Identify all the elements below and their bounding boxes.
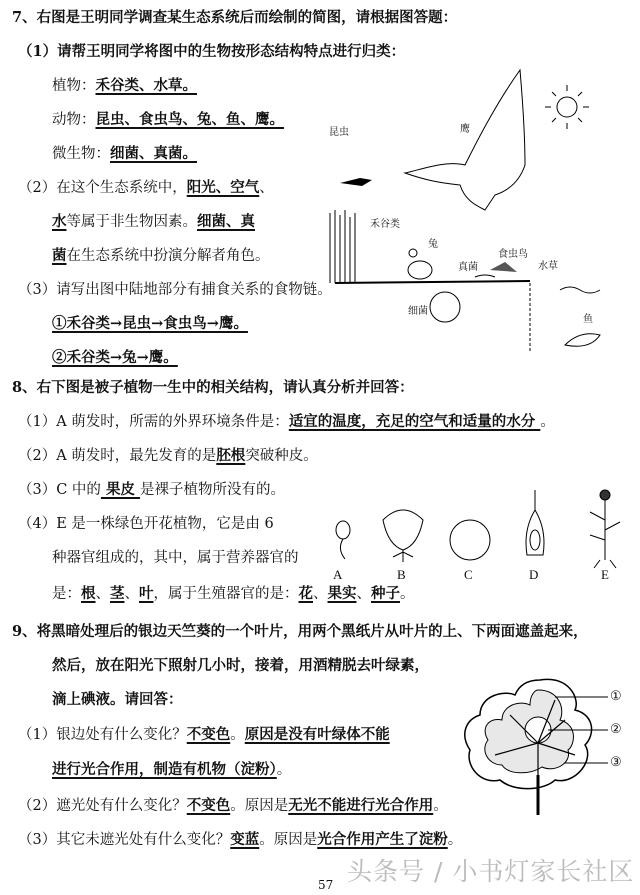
insect-shape <box>340 178 372 186</box>
answer-text: 胚根 <box>216 447 246 464</box>
answer-text: 禾谷类、水草。 <box>95 77 197 94</box>
q9-part1-line2 <box>52 760 291 780</box>
question-text: 。原因是 <box>259 832 318 848</box>
question-text: 。 <box>276 762 292 778</box>
question-text: （2）A 萌发时，最先发育的是 <box>18 448 217 464</box>
label-insect: 昆虫 <box>329 127 349 138</box>
answer-text: ②禾谷类→兔→鹰。 <box>52 349 178 366</box>
question-text: 是： <box>52 586 81 602</box>
question-text: 是裸子植物所没有的。 <box>140 482 286 498</box>
answer-text: 花 <box>298 585 313 602</box>
answer-text: 根 <box>81 585 96 602</box>
answer-text: 菌 <box>52 247 67 264</box>
question-text: 。 <box>433 798 448 814</box>
question-text: 植物： <box>52 78 96 94</box>
leaf-diagram <box>460 675 635 835</box>
answer-text: 变蓝 <box>230 831 260 848</box>
question-text: 然后，放在阳光下照射几小时，接着，用酒精脱去叶绿素， <box>52 657 429 674</box>
fruit-c-shape <box>450 520 490 560</box>
answer-text: 昆虫、食虫鸟、兔、鱼、鹰。 <box>95 111 284 128</box>
fish-shape <box>565 334 600 347</box>
question-text: 种器官组成的，其中，属于营养器官的 <box>52 550 299 566</box>
question-text: 、 <box>356 586 371 602</box>
label-bird: 食虫鸟 <box>498 249 528 260</box>
question-text: （1）A 萌发时，所需的外界环境条件是： <box>18 414 289 430</box>
q8-part2 <box>18 446 318 466</box>
question-text: （2）在这个生态系统中， <box>18 180 187 196</box>
answer-text: 叶 <box>139 585 154 602</box>
question-text: 7、右图是王明同学调查某生态系统后而绘制的简图，请根据图答题： <box>12 9 458 26</box>
q8-part1 <box>18 412 555 432</box>
q7-animals-answer <box>52 110 284 130</box>
question-text: 。原因是 <box>230 798 289 814</box>
answer-text: ①禾谷类→昆虫→食虫鸟→鹰。 <box>52 315 248 332</box>
question-text: 动物： <box>52 112 96 128</box>
label-b: B <box>397 567 406 582</box>
q7-food-chain-2 <box>52 348 178 368</box>
watermark: 头条号 / 小书灯家长社区 <box>347 857 635 886</box>
q7-part2-line2 <box>52 212 255 232</box>
q7-plants-answer <box>52 76 197 96</box>
q7-microbes-answer <box>52 144 197 164</box>
bacteria-shape <box>430 292 460 322</box>
q8-part4-line2 <box>52 548 299 568</box>
answer-text: 细菌、真菌。 <box>110 145 197 162</box>
answer-text: 适宜的温度，充足的空气和适量的水分 <box>288 413 541 430</box>
question-text: （2）遮光处有什么变化？ <box>18 798 187 814</box>
label-2: ② <box>610 721 622 736</box>
answer-text: 原因是没有叶绿体不能 <box>244 726 390 743</box>
answer-text: 阳光、空气 <box>186 179 260 196</box>
answer-text: 水 <box>52 213 67 230</box>
question-text: （4）E 是一株绿色开花植物，它是由 6 <box>18 516 274 532</box>
label-1: ① <box>610 688 622 703</box>
q7-part2-line3 <box>52 246 270 266</box>
question-text: （3）请写出图中陆地部分有捕食关系的食物链。 <box>18 282 332 298</box>
question-text: （3）其它未遮光处有什么变化？ <box>18 832 231 848</box>
question-text: （1）请帮王明同学将图中的生物按形态结构特点进行归类： <box>18 43 406 60</box>
label-fish: 鱼 <box>583 314 593 325</box>
question-text: 等属于非生物因素。 <box>66 214 197 230</box>
eagle-shape <box>405 70 525 210</box>
answer-text: 细菌、真 <box>197 213 255 230</box>
question-text: 。 <box>230 727 245 743</box>
label-waterweed: 水草 <box>538 261 558 272</box>
question-text: 、 <box>124 586 139 602</box>
q9-part2 <box>18 796 448 816</box>
plant-e-shape <box>590 490 620 568</box>
label-bacteria: 细菌 <box>408 306 428 317</box>
answer-text: 不变色 <box>186 726 231 743</box>
label-3: ③ <box>610 754 622 769</box>
question-text: 滴上碘液。请回答： <box>52 691 183 708</box>
answer-text: 光合作用产生了淀粉 <box>317 831 448 848</box>
question-text: 在生态系统中扮演分解者角色。 <box>66 248 270 264</box>
answer-text: 进行光合作用，制造有机物（淀粉） <box>52 761 277 778</box>
ovary-d-shape <box>526 490 544 555</box>
leaf-drawing <box>460 675 635 835</box>
q7-part2-line1 <box>18 178 274 198</box>
label-a: A <box>333 567 343 582</box>
q7-title <box>12 8 457 28</box>
q7-part3 <box>18 280 332 300</box>
question-text: 。 <box>540 414 555 430</box>
flower-b-shape <box>383 510 423 562</box>
q9-part3 <box>18 830 462 850</box>
label-fungi: 真菌 <box>458 262 478 273</box>
question-text: 。 <box>447 832 463 848</box>
answer-text: 果皮 <box>100 481 141 498</box>
plant-structures-diagram <box>325 485 635 585</box>
plant-structures-drawing <box>325 485 635 585</box>
rabbit-shape <box>408 261 432 279</box>
ecosystem-diagram <box>325 65 630 370</box>
answer-text: 果实 <box>327 585 357 602</box>
q8-title <box>12 378 414 398</box>
q7-food-chain-1 <box>52 314 248 334</box>
question-text: 、 <box>95 586 110 602</box>
sun-icon <box>545 85 589 129</box>
q9-title-line2 <box>52 656 429 676</box>
q9-title-line1 <box>12 622 588 642</box>
answer-text: 茎 <box>110 585 125 602</box>
seed-a-shape <box>336 521 350 559</box>
label-e: E <box>601 567 609 582</box>
question-text: 9、将黑暗处理后的银边天竺葵的一个叶片，用两个黑纸片从叶片的上、下两面遮盖起来， <box>12 623 588 640</box>
label-eagle: 鹰 <box>460 124 470 135</box>
bird-shape <box>490 262 517 272</box>
answer-text: 种子 <box>371 585 400 602</box>
label-rabbit: 兔 <box>428 239 438 250</box>
grain-plant <box>330 210 355 283</box>
page-number: 57 <box>318 878 334 892</box>
question-text: 。 <box>400 586 415 602</box>
label-d: D <box>529 567 539 582</box>
question-text: （3）C 中的 <box>18 482 101 498</box>
water-line <box>560 287 600 293</box>
question-text: （1）银边处有什么变化？ <box>18 727 187 743</box>
question-text: 8、右下图是被子植物一生中的相关结构，请认真分析并回答： <box>12 379 414 396</box>
q9-title-line3 <box>52 690 183 710</box>
ground-line <box>335 281 530 283</box>
q9-part1-line1 <box>18 725 390 745</box>
question-text: 、 <box>313 586 328 602</box>
answer-text: 不变色 <box>186 797 231 814</box>
label-grain: 禾谷类 <box>370 219 400 230</box>
label-c: C <box>464 567 473 582</box>
q8-part3 <box>18 480 285 500</box>
q8-part4-line1 <box>18 514 274 534</box>
question-text: ，属于生殖器官的是： <box>153 586 299 602</box>
question-text: 突破种皮。 <box>245 448 318 464</box>
q7-part1 <box>18 42 405 62</box>
q8-part4-line3 <box>52 584 415 604</box>
question-text: 、 <box>259 180 274 196</box>
answer-text: 无光不能进行光合作用 <box>288 797 434 814</box>
fungi-shape <box>475 275 495 277</box>
question-text: 微生物： <box>52 146 110 162</box>
